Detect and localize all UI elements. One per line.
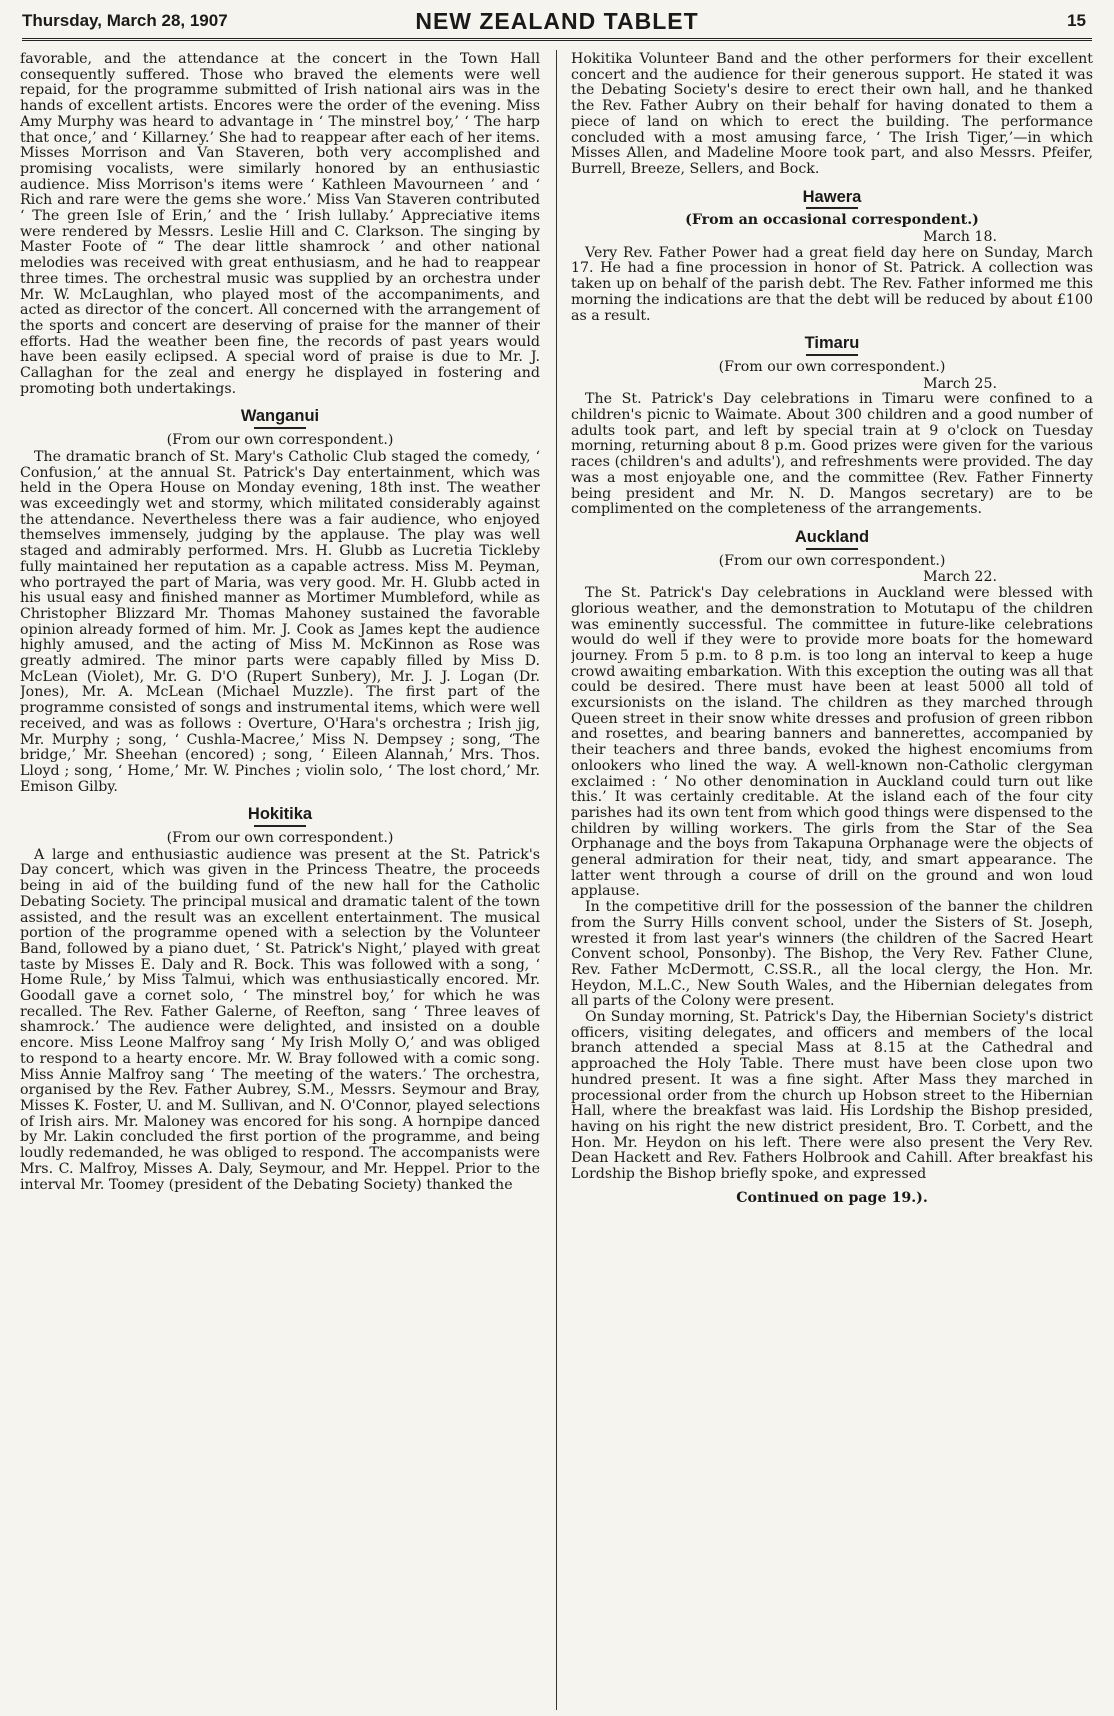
heading-rule — [806, 548, 858, 550]
section-heading-auckland: Auckland — [794, 527, 870, 546]
correspondent-line: (From our own correspondent.) — [718, 358, 946, 375]
right-column — [571, 52, 1093, 1712]
correspondent-line: (From our own correspondent.) — [718, 552, 946, 569]
dateline: March 18. — [923, 229, 997, 246]
column-divider — [556, 50, 557, 1710]
left-column — [20, 52, 540, 1712]
heading-rule — [806, 207, 858, 209]
issue-date: Thursday, March 28, 1907 — [22, 11, 228, 30]
correspondent-line: (From our own correspondent.) — [166, 830, 394, 847]
article-paragraph: In the competitive drill for the possession of the banner the children from the Surry Hills convent school, under the Sisters of St. Joseph, wrested it from last year's winners (the children of the Sacred Heart Convent school, Ponsonby). The Bishop, the Very Rev. Father Clune, Rev. Father McDermott, C.SS.R., all the local clergy, the Hon. Mr. Heydon, M.L.C., New South Wales, and the Hibernian delegates from all parts of the Colony were present. — [571, 899, 1093, 1010]
article-paragraph: A large and enthusiastic audience was present at the St. Patrick's Day concert, which was given in the Princess Theatre, the proceeds being in aid of the building fund of the new hall for the Catholic Debating Society. The principal musical and dramatic talent of the town assisted, and the result was an excellent entertainment. The musical portion of the programme opened with a selection by the Volunteer Band, followed by a piano duet, ‘ St. Patrick's Night,’ played with great taste by Misses E. Daly and R. Bock. This was followed with a song, ‘ Home Rule,’ by Miss Talmui, which was enthusiastically encored. Mr. Goodall gave a cornet solo, ‘ The minstrel boy,’ for which he was recalled. The Rev. Father Galerne, of Reefton, sang ‘ Three leaves of shamrock.’ The audience were delighted, and insisted on a double encore. Miss Leone Malfroy sang ‘ My Irish Molly O,’ and was obliged to respond to a hearty encore. Mr. W. Bray followed with a comic song. Miss Annie Malfroy sang ‘ The meeting of the waters.’ The orchestra, organised by the Rev. Father Aubrey, S.M., Messrs. Seymour and Bray, Misses K. Foster, U. and M. Sullivan, and N. O'Connor, played selections of Irish airs. Mr. Maloney was encored for his song. A hornpipe danced by Mr. Lakin concluded the first portion of the programme, and being loudly redemanded, he was obliged to respond. The accompanists were Mrs. C. Malfroy, Misses A. Daly, Seymour, and Mr. Heppel. Prior to the interval Mr. Toomey (president of the Debating Society) thanked the — [20, 846, 540, 1193]
dateline: March 25. — [923, 375, 997, 392]
article-paragraph: The dramatic branch of St. Mary's Catholic Club staged the comedy, ‘ Confusion,’ at the annual St. Patrick's Day entertainment, which was held in the Opera House on Monday evening, 18th inst. The weather was exceedingly wet and stormy, which militated considerably against the attendance. Nevertheless there was a fair audience, who enjoyed themselves immensely, judging by the applause. The play was well staged and admirably performed. Mrs. H. Glubb as Lucretia Tickleby fully maintained her reputation as a capable actress. Miss M. Peyman, who portrayed the part of Maria, was very good. Mr. H. Glubb acted in his usual easy and finished manner as Mortimer Mumbleford, while as Christopher Blizzard Mr. Thomas Mahoney sustained the favorable opinion already formed of him. Mr. J. Cook as James kept the audience highly amused, and the acting of Miss M. McKinnon as Rose was greatly admired. The minor parts were capably filled by Miss D. McLean (Violet), Mr. G. D'O (Rupert Sunbery), Mr. J. J. Logan (Dr. Jones), Mr. A. McLean (Michael Muzzle). The first part of the programme consisted of songs and instrumental items, which were well received, and was as follows : Overture, O'Hara's orchestra ; Irish jig, Mr. Murphy ; song, ‘ Cushla-Macree,’ Miss N. Dempsey ; song, ‘The bridge,’ Mr. Sheehan (encored) ; song, ‘ Eileen Alannah,’ Mrs. Thos. Lloyd ; song, ‘ Home,’ Mr. W. Pinches ; violin solo, ‘ The lost chord,’ Mr. Emison Gilby. — [20, 448, 540, 795]
section-heading-hokitika: Hokitika — [247, 805, 313, 824]
page-number: 15 — [1067, 11, 1086, 30]
masthead-title: NEW ZEALAND TABLET — [415, 8, 699, 34]
heading-rule — [254, 427, 306, 429]
article-paragraph: Very Rev. Father Power had a great field day here on Sunday, March 17. He had a fine procession in honor of St. Patrick. A collection was taken up on behalf of the parish debt. The Rev. Father informed me this morning the indications are that the debt will be reduced by about £100 as a result. — [571, 244, 1093, 324]
article-paragraph: The St. Patrick's Day celebrations in Auckland were blessed with glorious weather, and the demonstration to Motutapu of the children was eminently successful. The committee in future-like celebrations would do well if they were to provide more boats for the homeward journey. From 5 p.m. to 8 p.m. is too long an interval to keep a huge crowd awaiting embarkation. With this exception the outing was all that could be desired. There must have been at least 5000 all told of excursionists on the island. The children as they marched through Queen street in their snow white dresses and profusion of green ribbon and rosettes, and bearing banners and bannerettes, accompanied by their teachers and three bands, evoked the highest encomiums from onlookers who lined the way. A well-known non-Catholic clergyman exclaimed : ‘ No other denomination in Auckland could turn out like this.’ It was certainly creditable. At the island each of the four city parishes had its own tent from which good things were dispensed to the children by willing workers. The girls from the Star of the Sea Orphanage and the boys from Takapuna Orphanage were the objects of general admiration for their neat, tidy, and smart appearance. The latter went through a course of drill on the ground and won loud applause. — [571, 585, 1093, 900]
correspondent-line: (From our own correspondent.) — [166, 432, 394, 449]
article-paragraph: On Sunday morning, St. Patrick's Day, the Hibernian Society's district officers, visiting delegates, and officers and members of the local branch attended a special Mass at 8.15 at the Cathedral and approached the Holy Table. There must have been close upon two hundred present. It was a fine sight. After Mass they marched in processional order from the church up Hobson street to the Hibernian Hall, where the breakfast was laid. His Lordship the Bishop presided, having on his right the new district president, Bro. T. Corbett, and the Hon. Mr. Heydon on his left. There were also present the Very Rev. Dean Hackett and Rev. Fathers Holbrook and Cahill. After breakfast his Lordship the Bishop briefly spoke, and expressed — [571, 1009, 1093, 1183]
continued-article-text: favorable, and the attendance at the concert in the Town Hall consequently suffered. Those who braved the elements were well repaid, for the programme submitted of Irish national airs was in the hands of excellent artists. Encores were the order of the evening. Miss Amy Murphy was heard to advantage in ‘ The minstrel boy,’ ‘ The harp that once,’ and ‘ Killarney.’ She had to reappear after each of her items. Misses Morrison and Van Staveren, both very accomplished and promising vocalists, were similarly honored by an enthusiastic audience. Miss Morrison's items were ‘ Kathleen Mavourneen ’ and ‘ Rich and rare were the gems she wore.’ Miss Van Staveren contributed ‘ The green Isle of Erin,’ and the ‘ Irish lullaby.’ Appreciative items were rendered by Messrs. Leslie Hill and C. Clarkson. The singing by Master Foote of “ The dear little shamrock ’ and other national melodies was received with great enthusiasm, and he had to reappear three times. The orchestral music was supplied by an orchestra under Mr. W. McLaughlan, who played most of the accompaniments, and acted as director of the concert. All concerned with the arrangement of the sports and concert are deserving of praise for the manner of their efforts. Had the weather been fine, the records of past years would have been easily eclipsed. A special word of praise is due to Mr. J. Callaghan for the zeal and energy he displayed in fostering and promoting both undertakings. — [20, 52, 540, 397]
heading-rule — [806, 354, 858, 356]
section-heading-wanganui: Wanganui — [240, 407, 320, 426]
article-paragraph: The St. Patrick's Day celebrations in Timaru were confined to a children's picnic to Waimate. About 300 children and a good number of adults took part, and left by special train at 9 o'clock on Tuesday morning, returning about 8 p.m. Good prizes were given for the various races (children's and adults'), and refreshments were provided. The day was a most enjoyable one, and the committee (Rev. Father Finnerty being president and Mr. N. D. Mangos secretary) are to be complimented on the completeness of the arrangements. — [571, 391, 1093, 518]
page-header — [22, 8, 1092, 41]
section-heading-hawera: Hawera — [802, 187, 862, 206]
dateline: March 22. — [923, 569, 997, 586]
continued-note: Continued on page 19.). — [736, 1189, 928, 1206]
section-heading-timaru: Timaru — [804, 334, 860, 353]
continued-article-text: Hokitika Volunteer Band and the other performers for their excellent concert and the audience for their generous support. He stated it was the Debating Society's desire to erect their own hall, and he thanked the Rev. Father Aubry on their behalf for having donated to them a piece of land on which to erect the building. The performance concluded with a most amusing farce, ‘ The Irish Tiger,’—in which Misses Allen, and Madeline Moore took part, and also Messrs. Pfeifer, Burrell, Breeze, Sellers, and Bock. — [571, 52, 1093, 177]
heading-rule — [254, 825, 306, 827]
correspondent-line: (From an occasional correspondent.) — [685, 212, 979, 229]
